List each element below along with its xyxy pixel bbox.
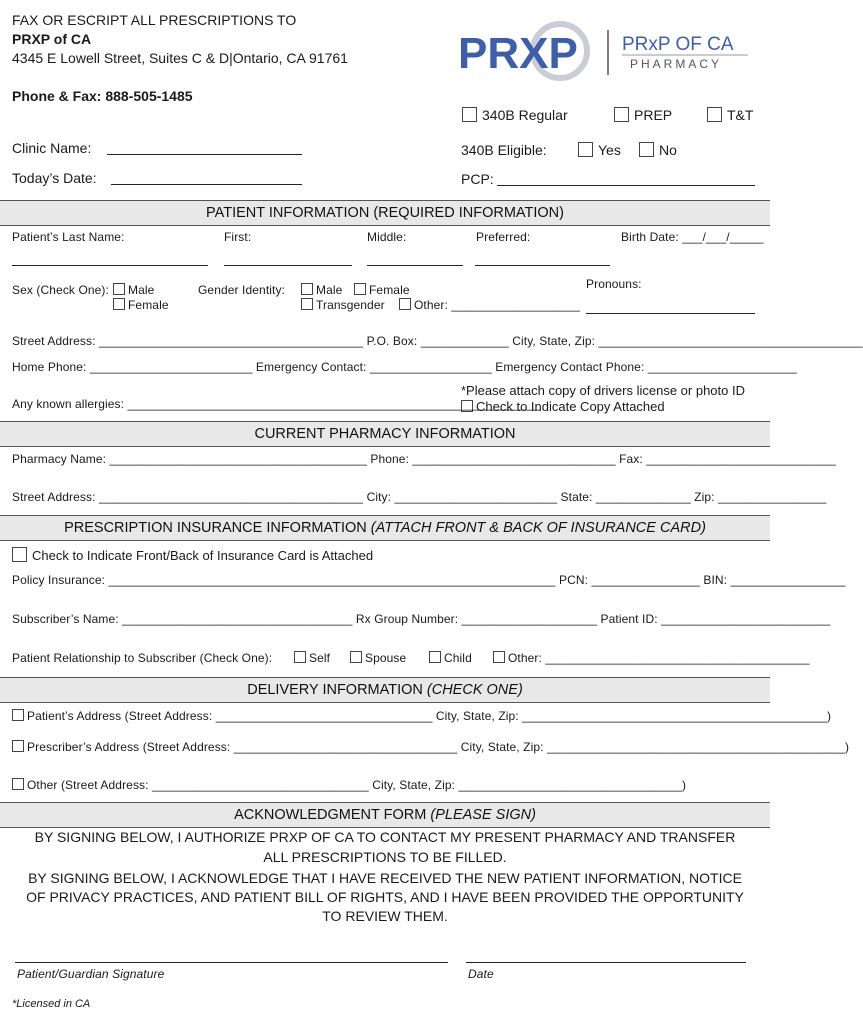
signature-field[interactable] [15, 962, 448, 963]
logo-mark-text: PRXP [458, 29, 578, 78]
licensed-note: *Licensed in CA [12, 998, 91, 1010]
section-acknowledgment: ACKNOWLEDGMENT FORM (PLEASE SIGN) [0, 802, 770, 828]
logo-sub-text: PHARMACY [630, 57, 723, 71]
label-signature: Patient/Guardian Signature [17, 967, 165, 981]
option-tt[interactable]: T&T [707, 107, 753, 123]
last-name-field[interactable] [12, 265, 208, 266]
option-delivery-prescriber[interactable]: Prescriber’s Address (Street Address: _________________________________ City, State, Zip: ____________________________________________) [12, 740, 849, 754]
section-insurance: PRESCRIPTION INSURANCE INFORMATION (ATTACH FRONT & BACK OF INSURANCE CARD) [0, 515, 770, 541]
label-gender-identity: Gender Identity: [198, 283, 285, 297]
patient-address-row[interactable]: Street Address: _______________________________________ P.O. Box: _____________ City, State, Zip: _______________________________________ [12, 334, 863, 348]
clinic-name-field[interactable] [107, 154, 302, 155]
checkbox-gender-male[interactable] [301, 283, 313, 295]
policy-insurance-row[interactable]: Policy Insurance: __________________________________________________________________ PCN: ________________ BIN: _________________ [12, 573, 846, 587]
checkbox-gender-other[interactable] [399, 298, 411, 310]
option-gender-male[interactable]: Male [301, 283, 342, 297]
option-gender-transgender[interactable]: Transgender [301, 298, 385, 312]
ack-paragraph-2b: OF PRIVACY PRACTICES, AND PATIENT BILL OF RIGHTS, AND I HAVE BEEN PROVIDED THE OPPORTUNITY [26, 889, 744, 905]
todays-date-field[interactable] [111, 184, 302, 185]
pharmacy-contact-row[interactable]: Pharmacy Name: ______________________________________ Phone: ______________________________ Fax: ____________________________ [12, 452, 836, 466]
checkbox-340b-regular[interactable] [462, 107, 477, 122]
label-todays-date: Today’s Date: [12, 170, 97, 186]
birth-date-field[interactable]: Birth Date: ___/___/_____ [621, 230, 764, 244]
checkbox-delivery-other[interactable] [12, 778, 24, 790]
label-pcp: PCP: [461, 171, 494, 187]
patient-phone-row[interactable]: Home Phone: ________________________ Emergency Contact: __________________ Emergency Contact Phone: ______________________ [12, 360, 797, 374]
option-gender-other[interactable]: Other: ___________________ [399, 298, 580, 312]
ack-paragraph-2c: TO REVIEW THEM. [322, 908, 448, 924]
pharmacy-address-row[interactable]: Street Address: _______________________________________ City: ________________________ State: ______________ Zip: ________________ [12, 490, 827, 504]
option-rel-child[interactable]: Child [429, 651, 472, 665]
section-patient-info: PATIENT INFORMATION (REQUIRED INFORMATION) [0, 200, 770, 226]
option-delivery-other[interactable]: Other (Street Address: ________________________________ City, State, Zip: _________________________________) [12, 778, 686, 792]
checkbox-sex-female[interactable] [113, 298, 125, 310]
option-rel-spouse[interactable]: Spouse [350, 651, 406, 665]
checkbox-yes[interactable] [578, 142, 593, 157]
pcp-field[interactable] [497, 185, 755, 186]
label-relationship: Patient Relationship to Subscriber (Check One): [12, 651, 273, 665]
checkbox-tt[interactable] [707, 107, 722, 122]
subscriber-row[interactable]: Subscriber’s Name: __________________________________ Rx Group Number: ____________________ Patient ID: _________________________ [12, 612, 831, 626]
company-address: 4345 E Lowell Street, Suites C & D|Ontario, CA 91761 [12, 50, 348, 66]
label-340b-eligible: 340B Eligible: [461, 142, 547, 158]
option-sex-female[interactable]: Female [113, 298, 169, 312]
signature-date-field[interactable] [466, 962, 746, 963]
option-eligible-no[interactable]: No [639, 142, 677, 158]
pronouns-field[interactable] [586, 313, 755, 314]
checkbox-insurance-card[interactable] [12, 547, 27, 562]
label-preferred-name: Preferred: [476, 230, 531, 244]
checkbox-rel-child[interactable] [429, 651, 441, 663]
id-attach-note: *Please attach copy of drivers license or photo ID [461, 383, 745, 398]
label-middle-name: Middle: [367, 230, 407, 244]
checkbox-gender-transgender[interactable] [301, 298, 313, 310]
option-eligible-yes[interactable]: Yes [578, 142, 621, 158]
middle-name-field[interactable] [367, 265, 463, 266]
allergies-field[interactable]: Any known allergies: _____________________________________________________________ [12, 397, 541, 411]
checkbox-rel-other[interactable] [493, 651, 505, 663]
header-instruction: FAX OR ESCRIPT ALL PRESCRIPTIONS TO [12, 12, 297, 28]
checkbox-delivery-prescriber[interactable] [12, 740, 24, 752]
label-pronouns: Pronouns: [586, 277, 642, 291]
label-clinic-name: Clinic Name: [12, 140, 92, 156]
label-signature-date: Date [468, 967, 494, 981]
label-sex: Sex (Check One): [12, 283, 109, 297]
logo-brand-text: PRxP OF CA [622, 34, 734, 55]
option-id-copy-attached[interactable]: Check to Indicate Copy Attached [461, 399, 665, 414]
company-phone-fax: Phone & Fax: 888-505-1485 [12, 88, 193, 104]
checkbox-no[interactable] [639, 142, 654, 157]
option-gender-female[interactable]: Female [354, 283, 410, 297]
option-prep[interactable]: PREP [614, 107, 672, 123]
first-name-field[interactable] [224, 265, 352, 266]
section-current-pharmacy: CURRENT PHARMACY INFORMATION [0, 421, 770, 447]
company-name: PRXP of CA [12, 31, 92, 47]
label-first-name: First: [224, 230, 252, 244]
option-sex-male[interactable]: Male [113, 283, 154, 297]
label-last-name: Patient’s Last Name: [12, 230, 125, 244]
prxp-logo [458, 20, 758, 87]
preferred-name-field[interactable] [475, 265, 610, 266]
ack-paragraph-1a: BY SIGNING BELOW, I AUTHORIZE PRXP OF CA TO CONTACT MY PRESENT PHARMACY AND TRANSFER [34, 829, 736, 845]
option-delivery-patient[interactable]: Patient’s Address (Street Address: ________________________________ City, State, Zip: _____________________________________________) [12, 709, 831, 723]
section-delivery: DELIVERY INFORMATION (CHECK ONE) [0, 677, 770, 703]
checkbox-rel-self[interactable] [294, 651, 306, 663]
option-340b-regular[interactable]: 340B Regular [462, 107, 568, 123]
checkbox-sex-male[interactable] [113, 283, 125, 295]
option-insurance-card-attached[interactable]: Check to Indicate Front/Back of Insurance Card is Attached [12, 547, 373, 563]
checkbox-gender-female[interactable] [354, 283, 366, 295]
checkbox-prep[interactable] [614, 107, 629, 122]
ack-paragraph-1b: ALL PRESCRIPTIONS TO BE FILLED. [263, 849, 507, 865]
checkbox-delivery-patient[interactable] [12, 709, 24, 721]
option-rel-other[interactable]: Other: _______________________________________ [493, 651, 810, 665]
option-rel-self[interactable]: Self [294, 651, 330, 665]
ack-paragraph-2a: BY SIGNING BELOW, I ACKNOWLEDGE THAT I HAVE RECEIVED THE NEW PATIENT INFORMATION, NOTICE [28, 870, 742, 886]
checkbox-rel-spouse[interactable] [350, 651, 362, 663]
